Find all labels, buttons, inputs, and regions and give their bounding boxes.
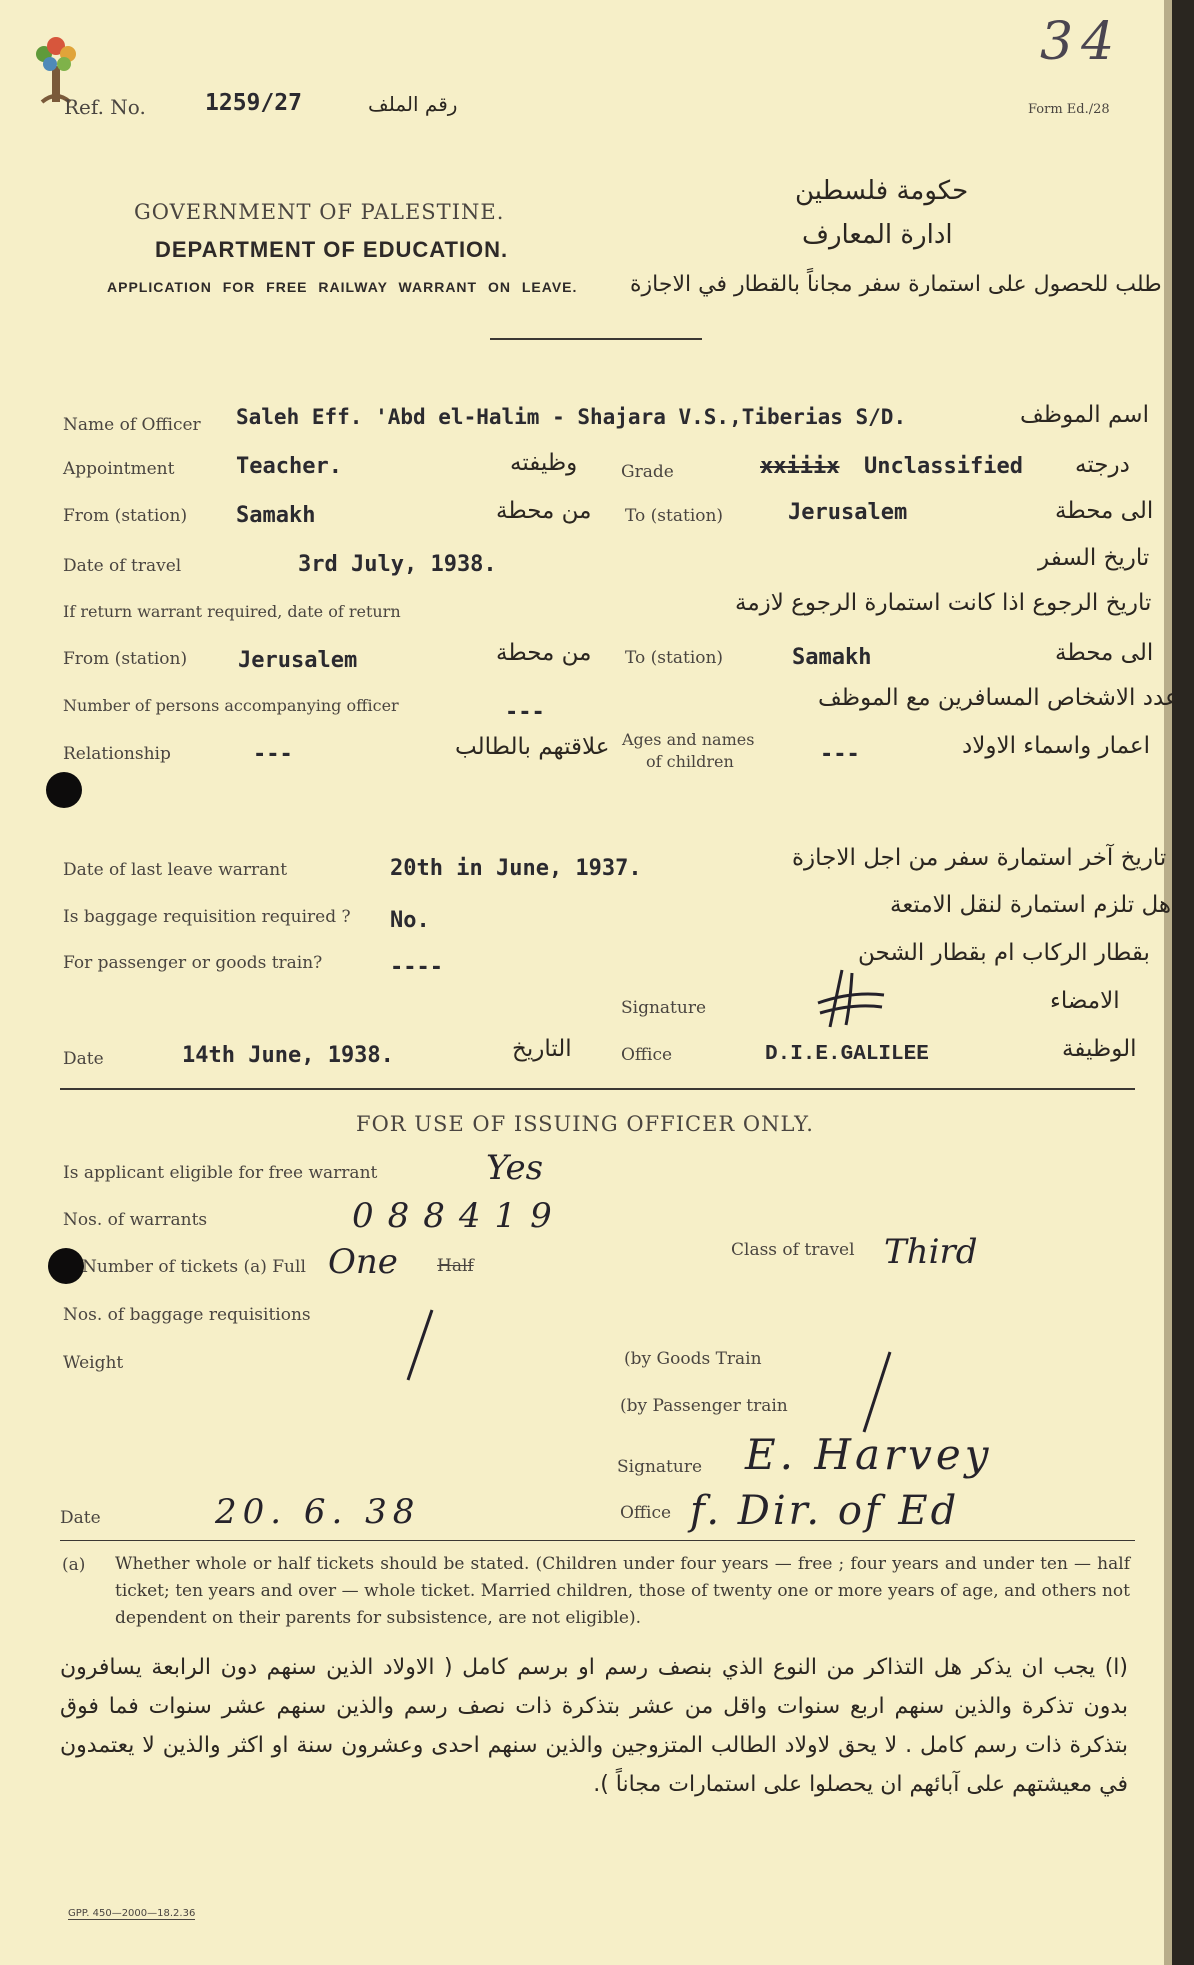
tickets-value: One — [328, 1242, 398, 1282]
footer-code: GPP. 450—2000—18.2.36 — [68, 1908, 196, 1919]
appointment-value: Teacher. — [236, 454, 342, 479]
travel-date-ar: تاريخ السفر — [1038, 545, 1150, 571]
dept-ar: ادارة المعارف — [802, 220, 953, 250]
ages-label-2: of children — [646, 752, 734, 771]
grade-struck: xxiiix — [760, 454, 840, 479]
to-label: To (station) — [625, 506, 724, 526]
punch-hole — [46, 772, 82, 808]
relationship-value: --- — [253, 742, 293, 767]
gov-ar: حكومة فلسطين — [795, 176, 969, 206]
office-label: Office — [621, 1045, 673, 1065]
issuing-signature-label: Signature — [617, 1457, 703, 1477]
travel-date-label: Date of travel — [63, 556, 182, 576]
name-label: Name of Officer — [63, 415, 201, 435]
from2-value: Jerusalem — [238, 648, 358, 673]
to2-value: Samakh — [792, 645, 872, 670]
travel-date-value: 3rd July, 1938. — [298, 552, 497, 577]
last-leave-label: Date of last leave warrant — [63, 860, 288, 880]
note-marker: (a) — [62, 1555, 86, 1575]
train-value: ---- — [390, 955, 443, 980]
class-value: Third — [884, 1232, 978, 1272]
from2-ar: من محطة — [496, 640, 592, 666]
passenger-label: (by Passenger train — [620, 1396, 788, 1416]
goods-label: (by Goods Train — [624, 1349, 762, 1369]
ref-label: Ref. No. — [64, 95, 146, 119]
date-ar: التاريخ — [512, 1036, 572, 1062]
scan-edge-shadow — [1164, 0, 1172, 1965]
persons-label: Number of persons accompanying officer — [63, 696, 399, 715]
grade-label: Grade — [621, 462, 674, 482]
dash-stroke-1 — [400, 1306, 440, 1386]
issuing-title: FOR USE OF ISSUING OFFICER ONLY. — [356, 1112, 814, 1136]
baggage-label: Is baggage requisition required ? — [63, 907, 351, 927]
warrants-value: 088419 — [352, 1196, 566, 1236]
train-ar: بقطار الركاب ام بقطار الشحن — [858, 940, 1150, 966]
to2-label: To (station) — [625, 648, 724, 668]
appointment-label: Appointment — [63, 459, 175, 479]
warrants-label: Nos. of warrants — [63, 1210, 208, 1230]
scan-edge — [1172, 0, 1194, 1965]
last-leave-ar: تاريخ آخر استمارة سفر من اجل الاجازة — [792, 845, 1167, 871]
note-ar: (ا) يجب ان يذكر هل التذاكر من النوع الذي بنصف رسم او برسم كامل ( الاولاد الذين سنهم دون الرابعة يسافرون بدون تذكرة والذين سنهم اربع سنوات واقل من عشر بتذكرة ذات نصف رسم والذين سنهم عشر سنوات فما فوق بتذكرة ذات رسم كامل . لا يحق لاولاد الطالب المتزوجين والذين سنهم احدى وعشرون سنة او اكثر والذين لا يعتمدون في معيشتهم على آبائهم ان يحصلوا على استمارات مجاناً ). — [60, 1655, 1128, 1797]
form-code: Form Ed./28 — [1028, 102, 1110, 117]
name-value: Saleh Eff. 'Abd el-Halim - Shajara V.S.,Tiberias S/D. — [236, 405, 907, 429]
grade-value: Unclassified — [864, 454, 1023, 479]
tickets-label: Number of tickets (a) Full — [82, 1257, 306, 1277]
from-ar: من محطة — [496, 498, 592, 524]
last-leave-value: 20th in June, 1937. — [390, 856, 642, 881]
to-ar: الى محطة — [1055, 498, 1154, 524]
signature-ar: الامضاء — [1050, 988, 1120, 1014]
train-label: For passenger or goods train? — [63, 953, 323, 973]
date-value: 14th June, 1938. — [182, 1043, 394, 1068]
note-text: Whether whole or half tickets should be stated. (Children under four years — free ; four years and under ten — half ticket; ten years and over — whole ticket. Married children, those of twenty one or more years of age, and others not dependent on their parents for subsistence, are not eligible). — [115, 1554, 1130, 1628]
class-label: Class of travel — [731, 1240, 855, 1260]
punch-hole-2 — [48, 1248, 84, 1284]
half-label: Half — [437, 1256, 474, 1276]
title-rule — [490, 338, 702, 340]
ages-value: --- — [820, 742, 860, 767]
baggage-ar: هل تلزم استمارة لنقل الامتعة — [890, 892, 1171, 918]
issuing-date-label: Date — [60, 1508, 101, 1528]
office-value: D.I.E.GALILEE — [765, 1043, 929, 1066]
to2-ar: الى محطة — [1055, 640, 1154, 666]
page-number: 34 — [1040, 12, 1123, 72]
office-ar: الوظيفة — [1062, 1036, 1137, 1062]
appointment-ar: وظيفته — [510, 450, 578, 476]
from-value: Samakh — [236, 503, 316, 528]
note-divider — [60, 1540, 1135, 1541]
weight-label: Weight — [63, 1353, 124, 1373]
eligible-value: Yes — [486, 1148, 544, 1188]
ref-value: 1259/27 — [205, 90, 302, 116]
issuing-date-value: 20. 6. 38 — [215, 1492, 421, 1532]
return-ar: تاريخ الرجوع اذا كانت استمارة الرجوع لازمة — [735, 590, 1152, 616]
relationship-label: Relationship — [63, 744, 171, 764]
persons-value: --- — [505, 700, 545, 725]
issuing-signature-value: E. Harvey — [745, 1430, 993, 1479]
issuing-office-value: f. Dir. of Ed — [690, 1488, 960, 1534]
baggage-req-label: Nos. of baggage requisitions — [63, 1305, 311, 1325]
dept-title: DEPARTMENT OF EDUCATION. — [155, 237, 509, 262]
name-ar: اسم الموظف — [1020, 402, 1149, 428]
ref-ar: رقم الملف — [368, 92, 458, 116]
from-label: From (station) — [63, 506, 188, 526]
app-title: APPLICATION FOR FREE RAILWAY WARRANT ON LEAVE. — [107, 279, 578, 295]
ages-ar: اعمار واسماء الاولاد — [962, 733, 1151, 759]
grade-ar: درجته — [1075, 452, 1130, 478]
return-label: If return warrant required, date of return — [63, 602, 401, 621]
ages-label-1: Ages and names — [622, 730, 755, 749]
date-label: Date — [63, 1049, 104, 1069]
issuing-office-label: Office — [620, 1503, 672, 1523]
relationship-ar: علاقتهم بالطالب — [455, 734, 610, 760]
applicant-signature — [812, 965, 892, 1035]
to-value: Jerusalem — [788, 500, 908, 525]
from2-label: From (station) — [63, 649, 188, 669]
section-divider — [60, 1088, 1135, 1090]
signature-label: Signature — [621, 998, 707, 1018]
app-ar: طلب للحصول على استمارة سفر مجاناً بالقطار في الاجازة — [630, 272, 1162, 297]
eligible-label: Is applicant eligible for free warrant — [63, 1163, 378, 1183]
baggage-value: No. — [390, 908, 430, 933]
gov-title: GOVERNMENT OF PALESTINE. — [134, 200, 505, 224]
persons-ar: عدد الاشخاص المسافرين مع الموظف — [818, 685, 1179, 711]
dash-stroke-2 — [850, 1348, 900, 1438]
